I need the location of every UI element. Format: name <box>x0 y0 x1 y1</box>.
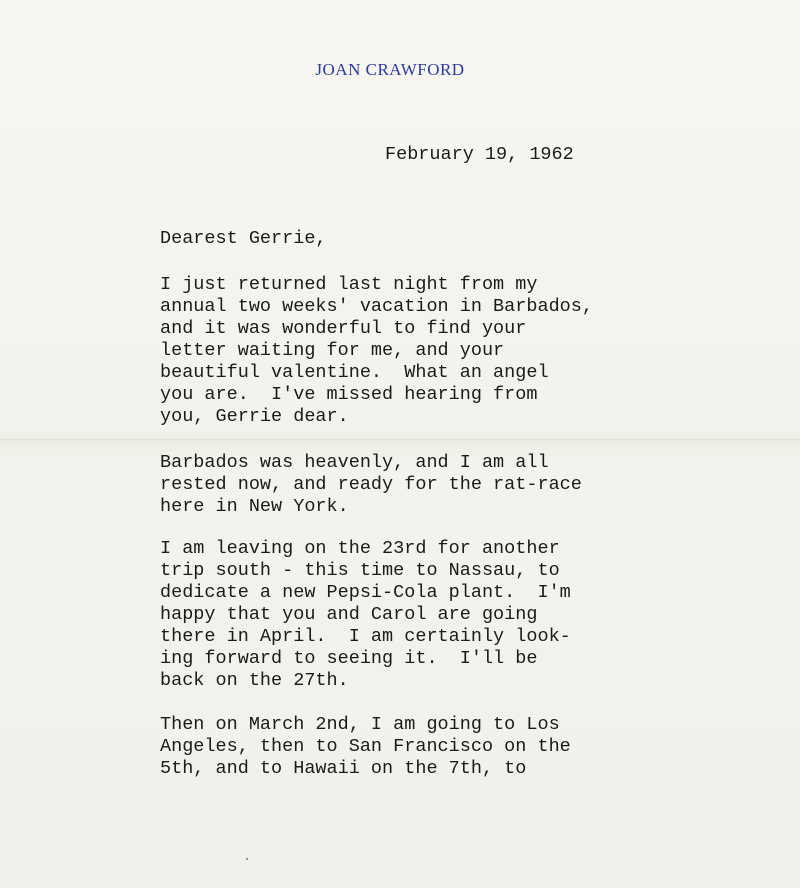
letter-date: February 19, 1962 <box>385 144 574 165</box>
salutation: Dearest Gerrie, <box>160 228 327 249</box>
paragraph-2: Barbados was heavenly, and I am all rested now, and ready for the rat-race here in New York. <box>160 452 582 517</box>
paragraph-1: I just returned last night from my annual two weeks' vacation in Barbados, and it was wonderful to find your letter waiting for me, and your beautiful valentine. What an angel you are. I've missed hearing from you, Gerrie dear. <box>160 274 593 427</box>
paragraph-4: Then on March 2nd, I am going to Los Angeles, then to San Francisco on the 5th, and to Hawaii on the 7th, to <box>160 714 571 779</box>
paper-fold-crease <box>0 438 800 441</box>
paper-speck <box>246 858 248 860</box>
letterhead: JOAN CRAWFORD <box>315 60 465 79</box>
paragraph-3: I am leaving on the 23rd for another trip south - this time to Nassau, to dedicate a new Pepsi-Cola plant. I'm happy that you and Carol are going there in April. I am certainly look- ing forward to seeing it. I'll be back on the 27th. <box>160 538 571 691</box>
